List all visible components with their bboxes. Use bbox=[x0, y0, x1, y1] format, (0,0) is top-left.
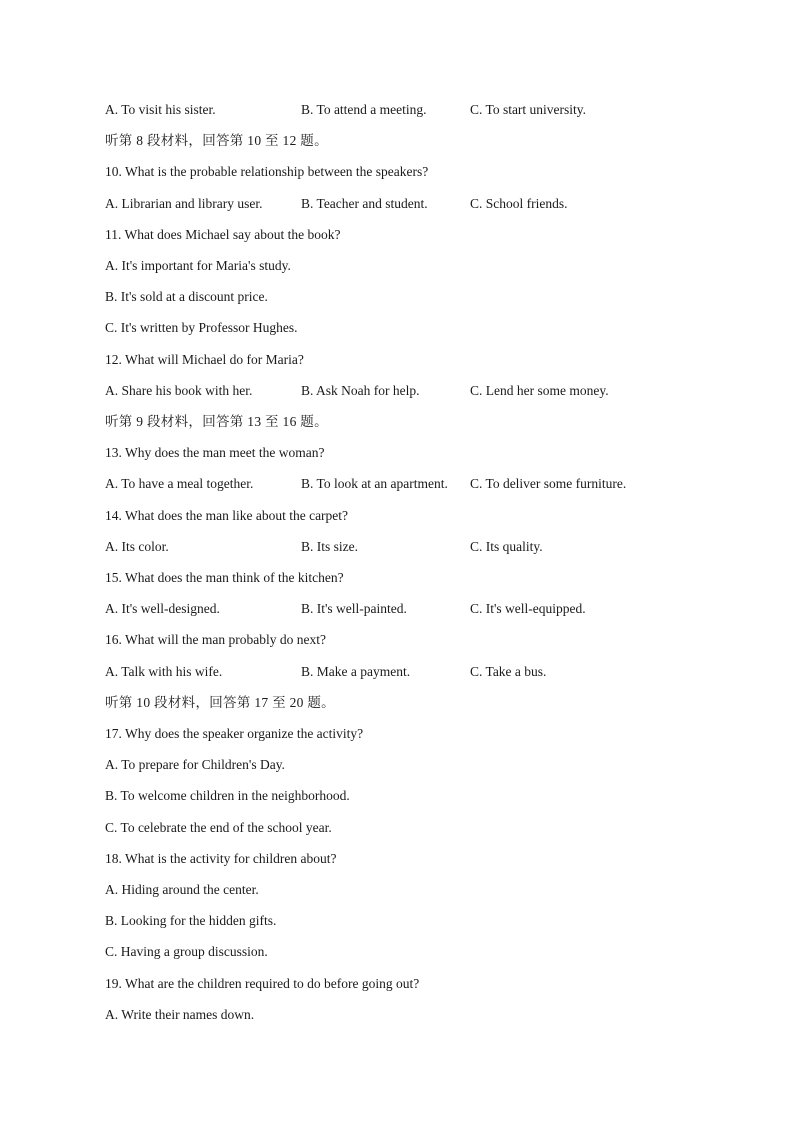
option-b: B. Teacher and student. bbox=[301, 196, 428, 211]
question-17: 17. Why does the speaker organize the activity? bbox=[105, 726, 364, 741]
option-a: A. Share his book with her. bbox=[105, 383, 253, 398]
option-c: C. It's well-equipped. bbox=[470, 601, 586, 616]
option-c: C. To start university. bbox=[470, 102, 587, 117]
option-a: A. Librarian and library user. bbox=[105, 196, 263, 211]
option-b: B. To welcome children in the neighborhood. bbox=[105, 788, 350, 803]
option-b: B. To look at an apartment. bbox=[301, 476, 448, 491]
option-a: A. It's important for Maria's study. bbox=[105, 258, 291, 273]
option-b: B. Looking for the hidden gifts. bbox=[105, 913, 277, 928]
question-18: 18. What is the activity for children about? bbox=[105, 851, 337, 866]
question-13: 13. Why does the man meet the woman? bbox=[105, 445, 325, 460]
question-19: 19. What are the children required to do before going out? bbox=[105, 976, 420, 991]
question-14: 14. What does the man like about the carpet? bbox=[105, 508, 349, 523]
option-c: C. To celebrate the end of the school year. bbox=[105, 820, 332, 835]
option-a: A. Write their names down. bbox=[105, 1007, 255, 1022]
option-b: B. To attend a meeting. bbox=[301, 102, 427, 117]
section-heading-material-10: 听第 10 段材料，回答第 17 至 20 题。 bbox=[105, 695, 335, 710]
option-a: A. To have a meal together. bbox=[105, 476, 254, 491]
option-c: C. School friends. bbox=[470, 196, 568, 211]
option-a: A. Talk with his wife. bbox=[105, 664, 223, 679]
option-c: C. Lend her some money. bbox=[470, 383, 609, 398]
option-c: C. Take a bus. bbox=[470, 664, 547, 679]
question-15: 15. What does the man think of the kitchen? bbox=[105, 570, 344, 585]
option-a: A. Its color. bbox=[105, 539, 169, 554]
option-c: C. It's written by Professor Hughes. bbox=[105, 320, 298, 335]
section-heading-material-8: 听第 8 段材料，回答第 10 至 12 题。 bbox=[105, 133, 328, 148]
question-10: 10. What is the probable relationship between the speakers? bbox=[105, 164, 429, 179]
option-b: B. Its size. bbox=[301, 539, 358, 554]
option-a: A. To visit his sister. bbox=[105, 102, 216, 117]
question-16: 16. What will the man probably do next? bbox=[105, 632, 326, 647]
option-b: B. Ask Noah for help. bbox=[301, 383, 420, 398]
option-b: B. It's well-painted. bbox=[301, 601, 407, 616]
option-b: B. Make a payment. bbox=[301, 664, 411, 679]
option-c: C. To deliver some furniture. bbox=[470, 476, 627, 491]
question-11: 11. What does Michael say about the book? bbox=[105, 227, 341, 242]
option-c: C. Having a group discussion. bbox=[105, 944, 268, 959]
option-a: A. To prepare for Children's Day. bbox=[105, 757, 285, 772]
option-a: A. Hiding around the center. bbox=[105, 882, 259, 897]
question-12: 12. What will Michael do for Maria? bbox=[105, 352, 304, 367]
option-b: B. It's sold at a discount price. bbox=[105, 289, 268, 304]
option-c: C. Its quality. bbox=[470, 539, 543, 554]
option-a: A. It's well-designed. bbox=[105, 601, 220, 616]
section-heading-material-9: 听第 9 段材料，回答第 13 至 16 题。 bbox=[105, 414, 328, 429]
